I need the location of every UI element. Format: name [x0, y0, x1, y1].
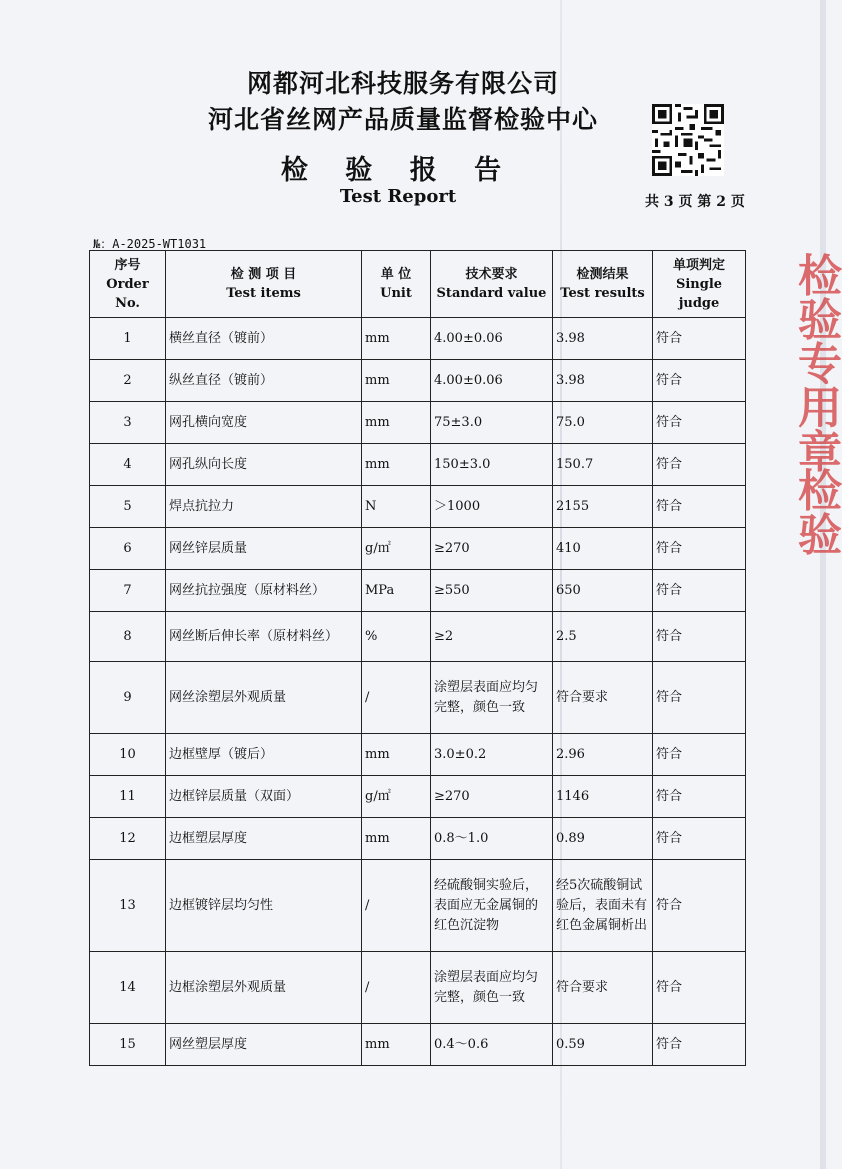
- row-order-no: 9: [90, 662, 166, 734]
- row-order-no: 8: [90, 612, 166, 662]
- row-judgement: 符合: [653, 444, 746, 486]
- table-header-row: [90, 251, 746, 318]
- row-test-item: 边框涂塑层外观质量: [166, 952, 362, 1024]
- row-test-item: 网孔横向宽度: [166, 402, 362, 444]
- row-unit: g/㎡: [362, 776, 431, 818]
- row-test-item: 网丝涂塑层外观质量: [166, 662, 362, 734]
- row-test-result: 经5次硫酸铜试验后，表面未有红色金属铜析出: [553, 860, 653, 952]
- row-judgement: 符合: [653, 662, 746, 734]
- row-order-no: 15: [90, 1024, 166, 1066]
- header-test-items: 检 测 项 目 Test items: [166, 251, 362, 318]
- header-single-judge: 单项判定 Single judge: [653, 251, 746, 318]
- row-judgement: 符合: [653, 734, 746, 776]
- row-test-result: 650: [553, 570, 653, 612]
- qr-code-icon: [652, 104, 724, 176]
- row-test-result: 2.5: [553, 612, 653, 662]
- table-row: [90, 570, 746, 612]
- row-test-item: 边框锌层质量（双面）: [166, 776, 362, 818]
- row-order-no: 10: [90, 734, 166, 776]
- table-row: [90, 318, 746, 360]
- row-unit: g/㎡: [362, 528, 431, 570]
- row-judgement: 符合: [653, 952, 746, 1024]
- table-row: [90, 612, 746, 662]
- row-standard-value: 3.0±0.2: [431, 734, 553, 776]
- row-judgement: 符合: [653, 612, 746, 662]
- red-seal-stamp: 检验专用章: [798, 251, 842, 478]
- row-test-item: 网孔纵向长度: [166, 444, 362, 486]
- table-row: [90, 662, 746, 734]
- row-unit: mm: [362, 318, 431, 360]
- row-unit: mm: [362, 402, 431, 444]
- red-seal-stamp: 检验: [798, 466, 842, 561]
- row-standard-value: 经硫酸铜实验后，表面应无金属铜的红色沉淀物: [431, 860, 553, 952]
- table-row: [90, 444, 746, 486]
- row-judgement: 符合: [653, 776, 746, 818]
- row-test-item: 横丝直径（镀前）: [166, 318, 362, 360]
- row-test-item: 焊点抗拉力: [166, 486, 362, 528]
- row-test-item: 网丝锌层质量: [166, 528, 362, 570]
- row-unit: N: [362, 486, 431, 528]
- row-test-item: 网丝抗拉强度（原材料丝）: [166, 570, 362, 612]
- row-judgement: 符合: [653, 1024, 746, 1066]
- header-standard-value: 技术要求 Standard value: [431, 251, 553, 318]
- row-standard-value: 0.4～0.6: [431, 1024, 553, 1066]
- row-standard-value: ≥270: [431, 528, 553, 570]
- row-test-result: 2155: [553, 486, 653, 528]
- header-unit: 单 位 Unit: [362, 251, 431, 318]
- row-order-no: 3: [90, 402, 166, 444]
- page-indicator: 共 3 页 第 2 页: [645, 194, 745, 210]
- row-judgement: 符合: [653, 402, 746, 444]
- row-unit: %: [362, 612, 431, 662]
- row-order-no: 11: [90, 776, 166, 818]
- row-unit: mm: [362, 1024, 431, 1066]
- row-standard-value: ≥550: [431, 570, 553, 612]
- row-test-result: 3.98: [553, 360, 653, 402]
- report-title-en: Test Report: [339, 186, 457, 207]
- row-judgement: 符合: [653, 818, 746, 860]
- row-test-item: 边框镀锌层均匀性: [166, 860, 362, 952]
- row-order-no: 7: [90, 570, 166, 612]
- table-row: [90, 402, 746, 444]
- row-order-no: 4: [90, 444, 166, 486]
- row-test-result: 75.0: [553, 402, 653, 444]
- row-judgement: 符合: [653, 860, 746, 952]
- test-results-table: [89, 250, 746, 1066]
- row-judgement: 符合: [653, 486, 746, 528]
- row-standard-value: 4.00±0.06: [431, 360, 553, 402]
- row-standard-value: ≥2: [431, 612, 553, 662]
- row-unit: /: [362, 952, 431, 1024]
- row-test-result: 0.89: [553, 818, 653, 860]
- table-row: [90, 734, 746, 776]
- row-standard-value: ＞1000: [431, 486, 553, 528]
- row-order-no: 1: [90, 318, 166, 360]
- table-row: [90, 1024, 746, 1066]
- row-unit: mm: [362, 444, 431, 486]
- row-order-no: 14: [90, 952, 166, 1024]
- row-order-no: 6: [90, 528, 166, 570]
- table-row: [90, 360, 746, 402]
- row-test-result: 3.98: [553, 318, 653, 360]
- row-test-result: 2.96: [553, 734, 653, 776]
- row-unit: /: [362, 860, 431, 952]
- row-test-result: 410: [553, 528, 653, 570]
- row-unit: /: [362, 662, 431, 734]
- row-standard-value: 75±3.0: [431, 402, 553, 444]
- row-judgement: 符合: [653, 360, 746, 402]
- row-unit: MPa: [362, 570, 431, 612]
- table-row: [90, 952, 746, 1024]
- row-test-result: 符合要求: [553, 662, 653, 734]
- row-order-no: 5: [90, 486, 166, 528]
- row-unit: mm: [362, 734, 431, 776]
- row-unit: mm: [362, 818, 431, 860]
- table-row: [90, 486, 746, 528]
- row-judgement: 符合: [653, 570, 746, 612]
- table-row: [90, 860, 746, 952]
- row-test-item: 纵丝直径（镀前）: [166, 360, 362, 402]
- row-test-item: 网丝塑层厚度: [166, 1024, 362, 1066]
- row-standard-value: 涂塑层表面应均匀完整，颜色一致: [431, 662, 553, 734]
- report-number: №：A-2025-WT1031: [93, 237, 207, 251]
- row-judgement: 符合: [653, 528, 746, 570]
- company-name: 网都河北科技服务有限公司: [246, 69, 559, 98]
- row-standard-value: 涂塑层表面应均匀完整，颜色一致: [431, 952, 553, 1024]
- table-row: [90, 528, 746, 570]
- row-test-result: 1146: [553, 776, 653, 818]
- row-standard-value: 0.8～1.0: [431, 818, 553, 860]
- row-test-item: 边框壁厚（镀后）: [166, 734, 362, 776]
- report-title-cn: 检 验 报 告: [280, 155, 516, 186]
- row-unit: mm: [362, 360, 431, 402]
- row-order-no: 2: [90, 360, 166, 402]
- row-test-result: 150.7: [553, 444, 653, 486]
- table-row: [90, 818, 746, 860]
- header-test-results: 检测结果 Test results: [553, 251, 653, 318]
- row-standard-value: 4.00±0.06: [431, 318, 553, 360]
- row-standard-value: 150±3.0: [431, 444, 553, 486]
- row-test-item: 边框塑层厚度: [166, 818, 362, 860]
- row-order-no: 13: [90, 860, 166, 952]
- row-judgement: 符合: [653, 318, 746, 360]
- row-order-no: 12: [90, 818, 166, 860]
- row-test-item: 网丝断后伸长率（原材料丝）: [166, 612, 362, 662]
- row-test-result: 符合要求: [553, 952, 653, 1024]
- table-row: [90, 776, 746, 818]
- inspection-center-name: 河北省丝网产品质量监督检验中心: [207, 105, 598, 134]
- row-standard-value: ≥270: [431, 776, 553, 818]
- header-order-no: 序号 Order No.: [90, 251, 166, 318]
- row-test-result: 0.59: [553, 1024, 653, 1066]
